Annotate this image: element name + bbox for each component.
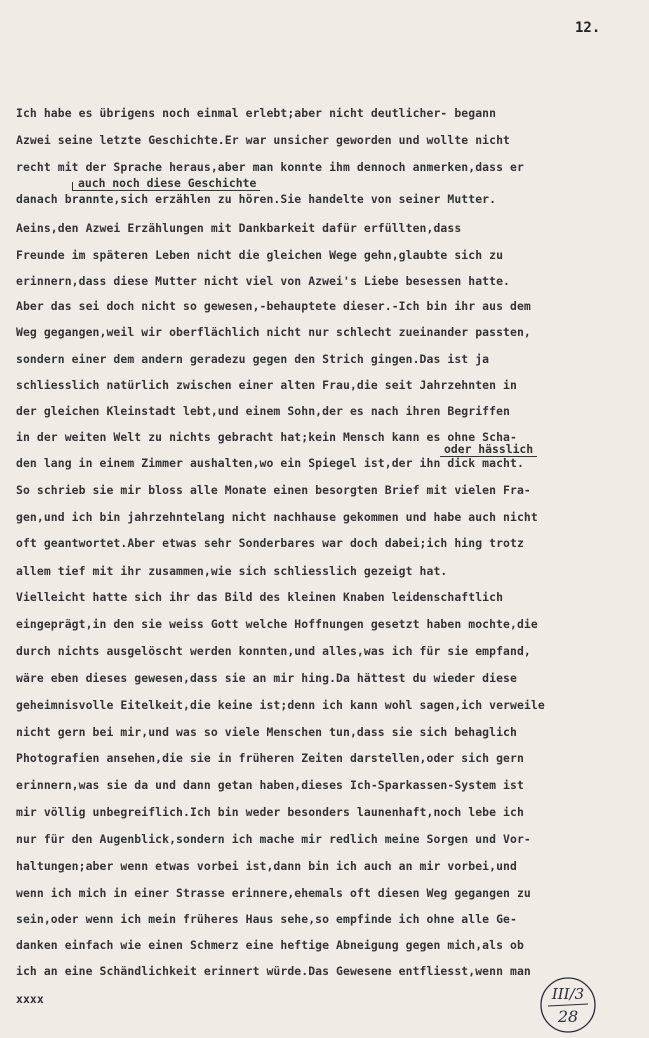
text-line: danach brannte,sich erzählen zu hören.Sie handelte von seiner Mutter. xyxy=(16,192,497,206)
text-line: Aber das sei doch nicht so gewesen,-behauptete dieser.-Ich bin ihr aus dem xyxy=(16,299,531,313)
text-line: Azwei seine letzte Geschichte.Er war unsicher geworden und wollte nicht xyxy=(16,133,510,147)
handwritten-insert: oder hässlich xyxy=(444,442,534,456)
text-line: sondern einer dem andern geradezu gegen den Strich gingen.Das ist ja xyxy=(16,352,490,366)
text-line: erinnern,dass diese Mutter nicht viel von Azwei's Liebe besessen hatte. xyxy=(16,274,510,288)
text-line: allem tief mit ihr zusammen,wie sich schliesslich gezeigt hat. xyxy=(16,564,448,578)
text-line: nur für den Augenblick,sondern ich mache mir redlich meine Sorgen und Vor- xyxy=(16,832,531,846)
handwritten-insert: auch noch diese Geschichte xyxy=(78,176,257,190)
text-line: Freunde im späteren Leben nicht die gleichen Wege gehn,glaubte sich zu xyxy=(16,248,504,262)
text-line: ich an eine Schändlichkeit erinnert würde.Das Gewesene entfliesst,wenn man xyxy=(16,964,531,978)
text-line: eingeprägt,in den sie weiss Gott welche Hoffnungen gesetzt haben mochte,die xyxy=(16,617,538,631)
text-line: Ich habe es übrigens noch einmal erlebt;aber nicht deutlicher- begann xyxy=(16,106,497,120)
text-line: Aeins,den Azwei Erzählungen mit Dankbarkeit dafür erfüllten,dass xyxy=(16,221,462,235)
text-line: mir völlig unbegreiflich.Ich bin weder besonders launenhaft,noch lebe ich xyxy=(16,805,524,819)
text-line: Weg gegangen,weil wir oberflächlich nicht nur schlecht zueinander passten, xyxy=(16,325,531,339)
text-line: wenn ich mich in einer Strasse erinnere,ehemals oft diesen Weg gegangen zu xyxy=(16,886,531,900)
stamp-folder-number: III/3 xyxy=(551,985,585,1003)
text-line: xxxx xyxy=(16,992,44,1006)
archive-stamp xyxy=(538,975,598,1035)
text-line: oft geantwortet.Aber etwas sehr Sonderbares war doch dabei;ich hing trotz xyxy=(16,536,524,550)
page-number: 12. xyxy=(575,20,601,36)
text-line: sein,oder wenn ich mein früheres Haus sehe,so empfinde ich ohne alle Ge- xyxy=(16,912,517,926)
text-line: geheimnisvolle Eitelkeit,die keine ist;denn ich kann wohl sagen,ich verweile xyxy=(16,698,545,712)
text-line: schliesslich natürlich zwischen einer alten Frau,die seit Jahrzehnten in xyxy=(16,378,517,392)
text-line: haltungen;aber wenn etwas vorbei ist,dann bin ich auch an mir vorbei,und xyxy=(16,859,517,873)
text-line: Photografien ansehen,die sie in früheren Zeiten darstellen,oder sich gern xyxy=(16,751,524,765)
text-line: So schrieb sie mir bloss alle Monate einen besorgten Brief mit vielen Fra- xyxy=(16,483,531,497)
text-line: gen,und ich bin jahrzehntelang nicht nachhause gekommen und habe auch nicht xyxy=(16,510,538,524)
text-line: danken einfach wie einen Schmerz eine heftige Abneigung gegen mich,als ob xyxy=(16,938,524,952)
text-line: wäre eben dieses gewesen,dass sie an mir hing.Da hättest du wieder diese xyxy=(16,671,517,685)
stamp-circle-icon xyxy=(538,975,598,1035)
text-line: erinnern,was sie da und dann getan haben,dieses Ich-Sparkassen-System ist xyxy=(16,778,524,792)
text-line: durch nichts ausgelöscht werden konnten,und alles,was ich für sie empfand, xyxy=(16,644,531,658)
text-line: Vielleicht hatte sich ihr das Bild des kleinen Knaben leidenschaftlich xyxy=(16,590,504,604)
text-line: den lang in einem Zimmer aushalten,wo ein Spiegel ist,der ihn dick macht. xyxy=(16,456,524,470)
stamp-sheet-number: 28 xyxy=(557,1007,579,1026)
text-line: in der weiten Welt zu nichts gebracht hat;kein Mensch kann es ohne Scha- xyxy=(16,430,517,444)
text-line: der gleichen Kleinstadt lebt,und einem Sohn,der es nach ihren Begriffen xyxy=(16,404,510,418)
text-line: nicht gern bei mir,und was so viele Menschen tun,dass sie sich behaglich xyxy=(16,725,517,739)
text-line: recht mit der Sprache heraus,aber man konnte ihm dennoch anmerken,dass er xyxy=(16,160,524,174)
